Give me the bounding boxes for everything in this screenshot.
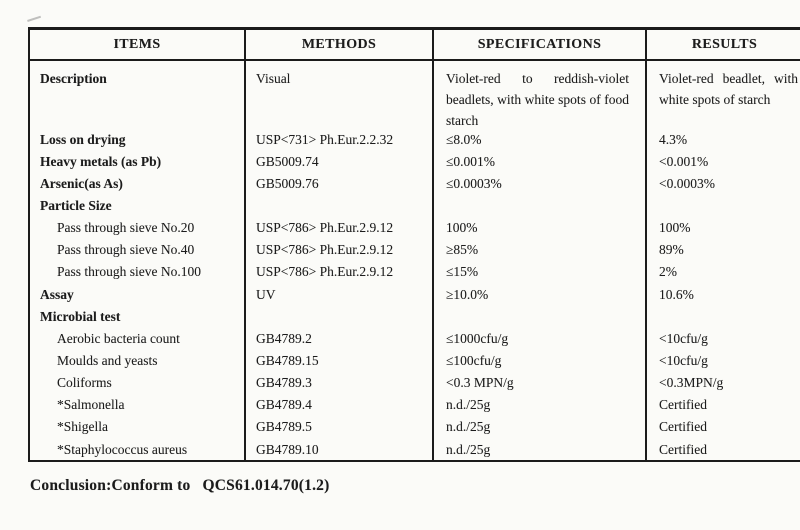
table-row: [30, 217, 800, 239]
method-cell: GB5009.74: [244, 150, 432, 172]
method-cell: USP<786> Ph.Eur.2.9.12: [244, 217, 432, 239]
item-cell: *Staphylococcus aureus: [57, 441, 188, 457]
item-cell: Assay: [40, 286, 74, 302]
item-cell: Arsenic(as As): [40, 175, 123, 191]
result-cell: <10cfu/g: [645, 327, 800, 349]
result-cell: <0.0003%: [645, 172, 800, 194]
table-body: [30, 61, 800, 460]
item-cell: *Salmonella: [57, 397, 125, 413]
spec-cell: ≤0.001%: [432, 150, 645, 172]
table-row: [30, 283, 800, 305]
result-cell: 4.3%: [645, 128, 800, 150]
item-cell: Particle Size: [40, 197, 112, 213]
table-row: [30, 305, 800, 327]
specification-table: [28, 27, 800, 462]
result-cell: Certified: [645, 438, 800, 460]
spec-cell: n.d./25g: [432, 394, 645, 416]
spec-cell: <0.3 MPN/g: [432, 372, 645, 394]
table-header-row: [30, 30, 800, 61]
spec-cell: ≤8.0%: [432, 128, 645, 150]
result-cell: Certified: [645, 394, 800, 416]
method-cell: GB4789.5: [244, 416, 432, 438]
result-cell: 2%: [645, 261, 800, 283]
item-cell: Heavy metals (as Pb): [40, 153, 162, 169]
item-cell: Loss on drying: [40, 131, 126, 147]
header-methods: METHODS: [244, 30, 432, 59]
table-row: [30, 61, 800, 128]
method-cell: USP<786> Ph.Eur.2.9.12: [244, 239, 432, 261]
method-cell: GB4789.4: [244, 394, 432, 416]
spec-cell: ≤100cfu/g: [432, 349, 645, 371]
header-items: ITEMS: [113, 36, 161, 52]
method-cell: GB4789.2: [244, 327, 432, 349]
table-row: [30, 239, 800, 261]
conclusion-value: QCS61.014.70(1.2): [202, 477, 330, 494]
scan-artifact: [25, 9, 41, 22]
item-cell: Description: [40, 71, 107, 86]
conclusion-line: [30, 477, 329, 495]
spec-cell: ≤0.0003%: [432, 172, 645, 194]
result-cell: 100%: [645, 217, 800, 239]
table-row: [30, 416, 800, 438]
spec-cell: ≤15%: [432, 261, 645, 283]
result-cell: 89%: [645, 239, 800, 261]
table-row: [30, 394, 800, 416]
spec-cell: [432, 305, 645, 327]
result-cell: Certified: [645, 416, 800, 438]
spec-cell: 100%: [432, 217, 645, 239]
item-cell: Aerobic bacteria count: [57, 330, 180, 346]
method-cell: GB4789.10: [244, 438, 432, 460]
method-cell: [244, 194, 432, 216]
spec-cell: ≤1000cfu/g: [432, 327, 645, 349]
spec-cell: n.d./25g: [432, 438, 645, 460]
item-cell: Moulds and yeasts: [57, 352, 158, 368]
header-specifications: SPECIFICATIONS: [432, 30, 645, 59]
table-row: [30, 194, 800, 216]
result-cell: [645, 194, 800, 216]
result-cell: <10cfu/g: [645, 349, 800, 371]
item-cell: Pass through sieve No.100: [57, 264, 201, 280]
method-cell: USP<731> Ph.Eur.2.2.32: [244, 128, 432, 150]
result-cell: <0.001%: [645, 150, 800, 172]
method-cell: GB4789.15: [244, 349, 432, 371]
method-cell: UV: [244, 283, 432, 305]
table-row: [30, 150, 800, 172]
result-cell: <0.3MPN/g: [645, 372, 800, 394]
item-cell: Pass through sieve No.40: [57, 242, 195, 258]
header-results: RESULTS: [645, 30, 800, 59]
spec-cell: n.d./25g: [432, 416, 645, 438]
table-row: [30, 128, 800, 150]
spec-cell: [432, 194, 645, 216]
method-cell: [244, 305, 432, 327]
method-cell: GB5009.76: [244, 172, 432, 194]
item-cell: Microbial test: [40, 308, 121, 324]
spec-cell: ≥85%: [432, 239, 645, 261]
table-row: [30, 261, 800, 283]
item-cell: Pass through sieve No.20: [57, 220, 195, 236]
spec-cell: ≥10.0%: [432, 283, 645, 305]
method-cell: GB4789.3: [244, 372, 432, 394]
result-cell: 10.6%: [645, 283, 800, 305]
conclusion-label: Conclusion:Conform to: [30, 477, 191, 494]
item-cell: *Shigella: [57, 419, 108, 435]
table-row: [30, 349, 800, 371]
table-row: [30, 172, 800, 194]
table-row: [30, 438, 800, 460]
spec-cell: Violet-red to reddish-violet beadlets, with white spots of food starch: [432, 61, 645, 128]
method-cell: USP<786> Ph.Eur.2.9.12: [244, 261, 432, 283]
result-cell: Violet-red beadlet, with white spots of starch: [645, 61, 800, 128]
method-cell: Visual: [244, 61, 432, 128]
item-cell: Coliforms: [57, 375, 112, 391]
table-row: [30, 327, 800, 349]
table-row: [30, 372, 800, 394]
result-cell: [645, 305, 800, 327]
